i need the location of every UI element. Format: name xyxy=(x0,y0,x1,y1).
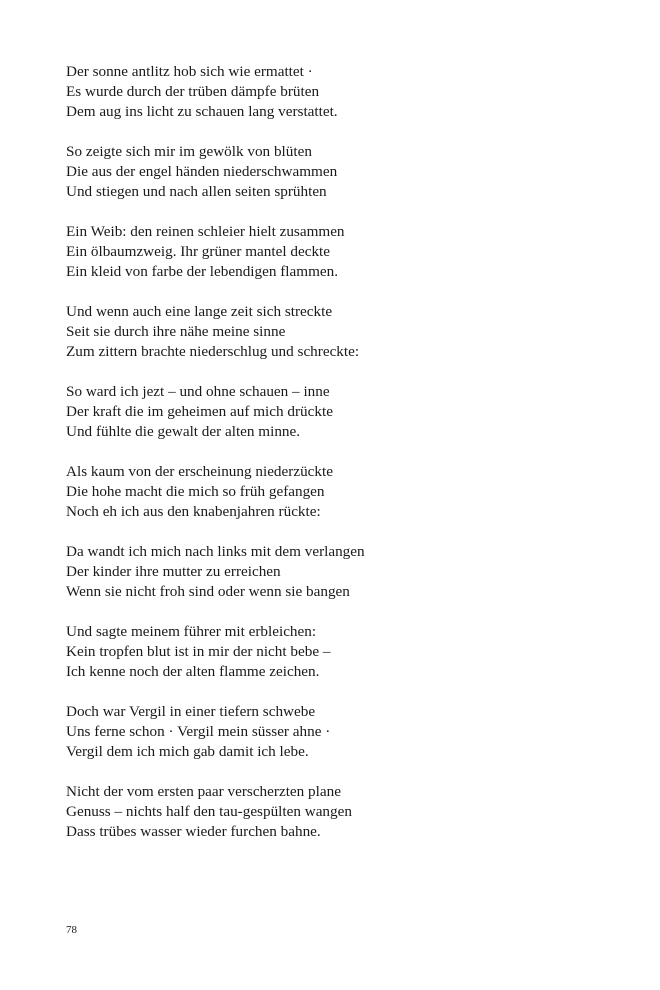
verse-line: Ein ölbaumzweig. Ihr grüner mantel deckte xyxy=(66,243,330,261)
verse-line: Da wandt ich mich nach links mit dem verlangen xyxy=(66,543,365,560)
verse-line: So ward ich jezt – und ohne schauen – inne xyxy=(66,383,330,400)
stanza-7 xyxy=(66,542,626,603)
verse-line: Und stiegen und nach allen seiten sprühten xyxy=(66,183,327,201)
stanza-4 xyxy=(66,302,626,363)
verse-line: Der kinder ihre mutter zu erreichen xyxy=(66,563,281,581)
stanza-6 xyxy=(66,462,626,523)
verse-line: Ein Weib: den reinen schleier hielt zusammen xyxy=(66,223,345,240)
verse-line: Und wenn auch eine lange zeit sich streckte xyxy=(66,303,333,320)
stanza-2 xyxy=(66,142,626,203)
stanza-3 xyxy=(66,222,626,283)
stanza-1 xyxy=(66,62,626,123)
verse-line: Noch eh ich aus den knabenjahren rückte: xyxy=(66,503,321,521)
stanza-10 xyxy=(66,782,626,843)
verse-line: Zum zittern brachte niederschlug und schreckte: xyxy=(66,343,360,361)
verse-line: Es wurde durch der trüben dämpfe brüten xyxy=(66,83,320,101)
stanza-9 xyxy=(66,702,626,763)
verse-line: Dass trübes wasser wieder furchen bahne. xyxy=(66,823,321,841)
verse-line: Und sagte meinem führer mit erbleichen: xyxy=(66,623,317,640)
verse-line: Wenn sie nicht froh sind oder wenn sie bangen xyxy=(66,583,350,601)
verse-line: Doch war Vergil in einer tiefern schwebe xyxy=(66,703,316,720)
verse-line: Und fühlte die gewalt der alten minne. xyxy=(66,423,301,441)
verse-line: Seit sie durch ihre nähe meine sinne xyxy=(66,323,286,341)
verse-line: Ein kleid von farbe der lebendigen flammen. xyxy=(66,263,339,281)
stanza-5 xyxy=(66,382,626,443)
verse-line: Als kaum von der erscheinung niederzückte xyxy=(66,463,333,480)
stanza-8 xyxy=(66,622,626,683)
verse-line: Vergil dem ich mich gab damit ich lebe. xyxy=(66,743,309,761)
verse-line: Nicht der vom ersten paar verscherzten plane xyxy=(66,783,341,800)
verse-line: Die hohe macht die mich so früh gefangen xyxy=(66,483,325,501)
page-number: 78 xyxy=(66,924,77,936)
verse-line: Kein tropfen blut ist in mir der nicht bebe – xyxy=(66,643,331,661)
verse-line: Dem aug ins licht zu schauen lang verstattet. xyxy=(66,103,338,121)
verse-line: Genuss – nichts half den tau-gespülten wangen xyxy=(66,803,352,821)
poem-body xyxy=(66,62,626,862)
verse-line: Die aus der engel händen niederschwammen xyxy=(66,163,338,181)
verse-line: So zeigte sich mir im gewölk von blüten xyxy=(66,143,312,160)
verse-line: Uns ferne schon · Vergil mein süsser ahne · xyxy=(66,723,331,741)
verse-line: Der kraft die im geheimen auf mich drückte xyxy=(66,403,333,421)
verse-line: Der sonne antlitz hob sich wie ermattet · xyxy=(66,63,313,80)
verse-line: Ich kenne noch der alten flamme zeichen. xyxy=(66,663,320,681)
